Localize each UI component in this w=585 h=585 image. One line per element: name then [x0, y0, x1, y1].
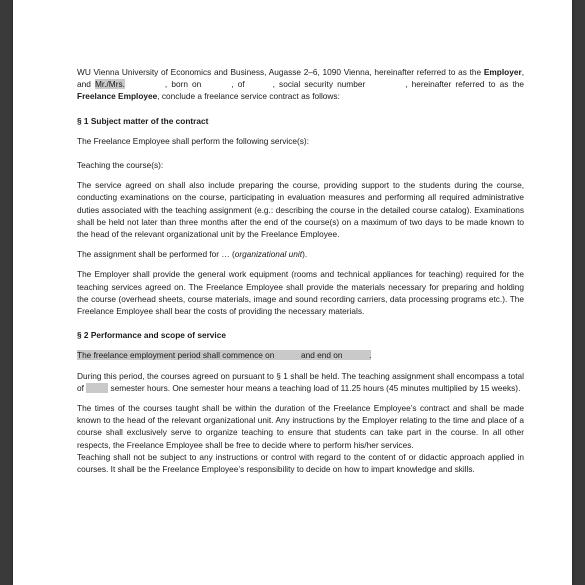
- mr-mrs-field[interactable]: Mr./Mrs.: [94, 79, 125, 90]
- teaching-freedom-paragraph: Teaching shall not be subject to any instructions or control with regard to the content of or didactic approach applied in courses. It shall be the Freelance Employee’s responsibility to decide on how to impart knowledge and skills.: [77, 451, 524, 475]
- end-date-blank[interactable]: [345, 350, 367, 360]
- intro-text: WU Vienna University of Economics and Business, Augasse 2–6, 1090 Vienna, hereinafter referred to as the: [77, 67, 482, 77]
- period-start-text: The freelance employment period shall commence on: [77, 350, 275, 361]
- conclude-text: , conclude a freelance service contract as follows:: [157, 91, 340, 102]
- section-2-heading: § 2 Performance and scope of service: [77, 330, 226, 341]
- document-body: [77, 66, 524, 475]
- assignment-suffix: ).: [302, 249, 308, 260]
- start-date-blank[interactable]: [277, 350, 299, 360]
- during-paragraph: [77, 370, 524, 394]
- during-text-a: During this period, the courses agreed on pursuant to § 1 shall be held. The teaching assignment shall encompass a total of: [77, 370, 524, 393]
- ssn-text: , social security number: [272, 79, 366, 90]
- semester-hours-blank[interactable]: [86, 383, 108, 393]
- referred-text: , hereinafter referred to as the: [405, 79, 525, 90]
- intro-conjunction: , and: [77, 67, 524, 90]
- perform-services-text: The Freelance Employee shall perform the following service(s):: [77, 135, 309, 146]
- period-end-punct: .: [369, 350, 372, 361]
- employer-equipment-paragraph: The Employer shall provide the general work equipment (rooms and technical appliances for teaching) required for the teaching services agreed on. The Freelance Employee shall provide the materials necessary for preparing and holding the course (overhead sheets, course materials, image and sound recording carriers, data processing programs etc.). The Freelance Employee shall bear the costs of providing the necessary materials.: [77, 269, 524, 317]
- intro-paragraph: [77, 66, 524, 103]
- course-times-paragraph: The times of the courses taught shall be within the duration of the Freelance Employee’s contract and shall be made known to the head of the relevant organizational unit. Any instructions by the Employer relating to the time and place of a course shall exclusively serve to organize teaching to ensure that students can take part in the course. In all other respects, the Freelance Employee shall be free to decide where to perform his/her services.: [77, 403, 524, 450]
- freelance-employee-term: Freelance Employee: [77, 91, 158, 102]
- teaching-courses-text: Teaching the course(s):: [77, 160, 164, 171]
- during-text-b: semester hours. One semester hour means a teaching load of 11.25 hours (45 minutes multiplied by 15 weeks).: [110, 382, 521, 393]
- org-unit-field[interactable]: organizational unit: [234, 249, 303, 260]
- document-page: [13, 0, 572, 585]
- of-text: , of: [231, 79, 245, 90]
- section-1-heading: § 1 Subject matter of the contract: [77, 115, 209, 126]
- service-paragraph: The service agreed on shall also include preparing the course, providing support to the students during the course, conducting examinations on the course, participating in evaluation measures and performing all required administrative duties associated with the teaching assignment (e.g.: describing the course in the detailed course catalog). Examinations shall be held not later than three months after the end of the course(s) on a maximum of two days to be made known to the head of the relevant organizational unit by the Freelance Employee.: [77, 180, 524, 240]
- employer-term: Employer: [483, 67, 522, 77]
- assignment-paragraph: [77, 248, 524, 260]
- assignment-prefix: The assignment shall be performed for … (: [77, 249, 235, 260]
- born-on-text: , born on: [164, 79, 202, 90]
- period-end-text: and end on: [301, 350, 343, 361]
- period-paragraph: [77, 349, 524, 361]
